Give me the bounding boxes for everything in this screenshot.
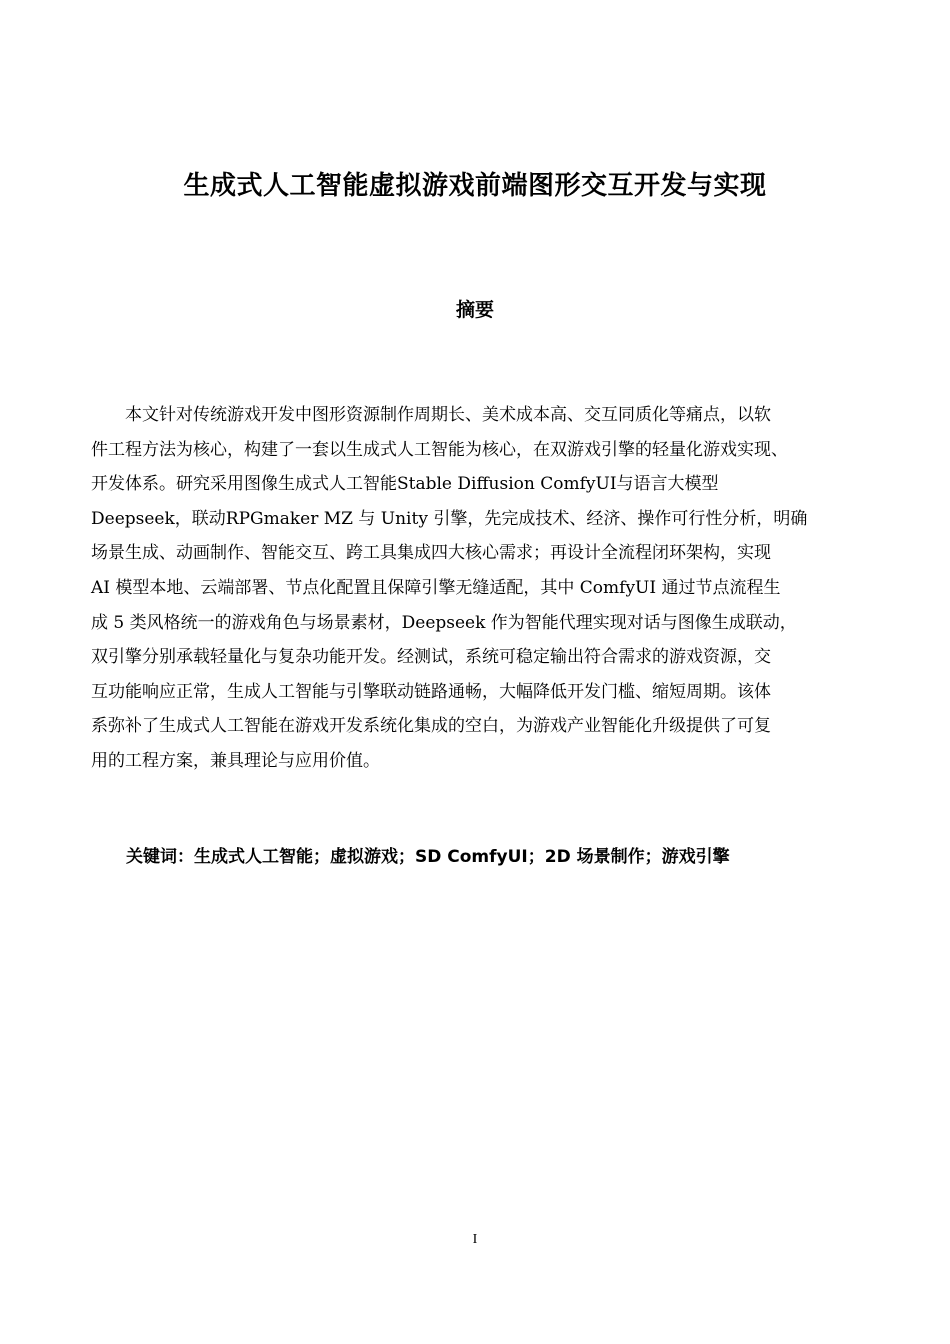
abstract-line: 成 5 类风格统一的游戏角色与场景素材，Deepseek 作为智能代理实现对话与图像生成联动，: [91, 612, 797, 633]
abstract-line: AI 模型本地、云端部署、节点化配置且保障引擎无缝适配，其中 ComfyUI 通过节点流程生: [91, 577, 781, 598]
document-title: 生成式人工智能虚拟游戏前端图形交互开发与实现: [183, 171, 767, 201]
abstract-heading: 摘要: [455, 299, 494, 321]
page-number: I: [472, 1232, 478, 1247]
abstract-line: 件工程方法为核心，构建了一套以生成式人工智能为核心，在双游戏引擎的轻量化游戏实现、: [91, 439, 788, 460]
abstract-line: 开发体系。研究采用图像生成式人工智能Stable Diffusion ComfyUI与语言大模型: [91, 474, 719, 495]
abstract-line: 双引擎分别承载轻量化与复杂功能开发。经测试，系统可稳定输出符合需求的游戏资源，交: [91, 647, 771, 668]
abstract-line: 互功能响应正常，生成人工智能与引擎联动链路通畅，大幅降低开发门槛、缩短周期。该体: [91, 681, 771, 702]
abstract-line: 场景生成、动画制作、智能交互、跨工具集成四大核心需求；再设计全流程闭环架构，实现: [91, 543, 771, 564]
abstract-line: Deepseek，联动RPGmaker MZ 与 Unity 引擎，先完成技术、经济、操作可行性分析，明确: [91, 508, 808, 529]
keywords-line: 关键词：生成式人工智能；虚拟游戏；SD ComfyUI；2D 场景制作；游戏引擎: [126, 847, 730, 867]
abstract-line: 系弥补了生成式人工智能在游戏开发系统化集成的空白，为游戏产业智能化升级提供了可复: [91, 716, 771, 737]
abstract-body: [91, 398, 876, 779]
abstract-line: 用的工程方案，兼具理论与应用价值。: [91, 750, 380, 771]
abstract-line: 本文针对传统游戏开发中图形资源制作周期长、美术成本高、交互同质化等痛点，以软: [125, 405, 771, 425]
